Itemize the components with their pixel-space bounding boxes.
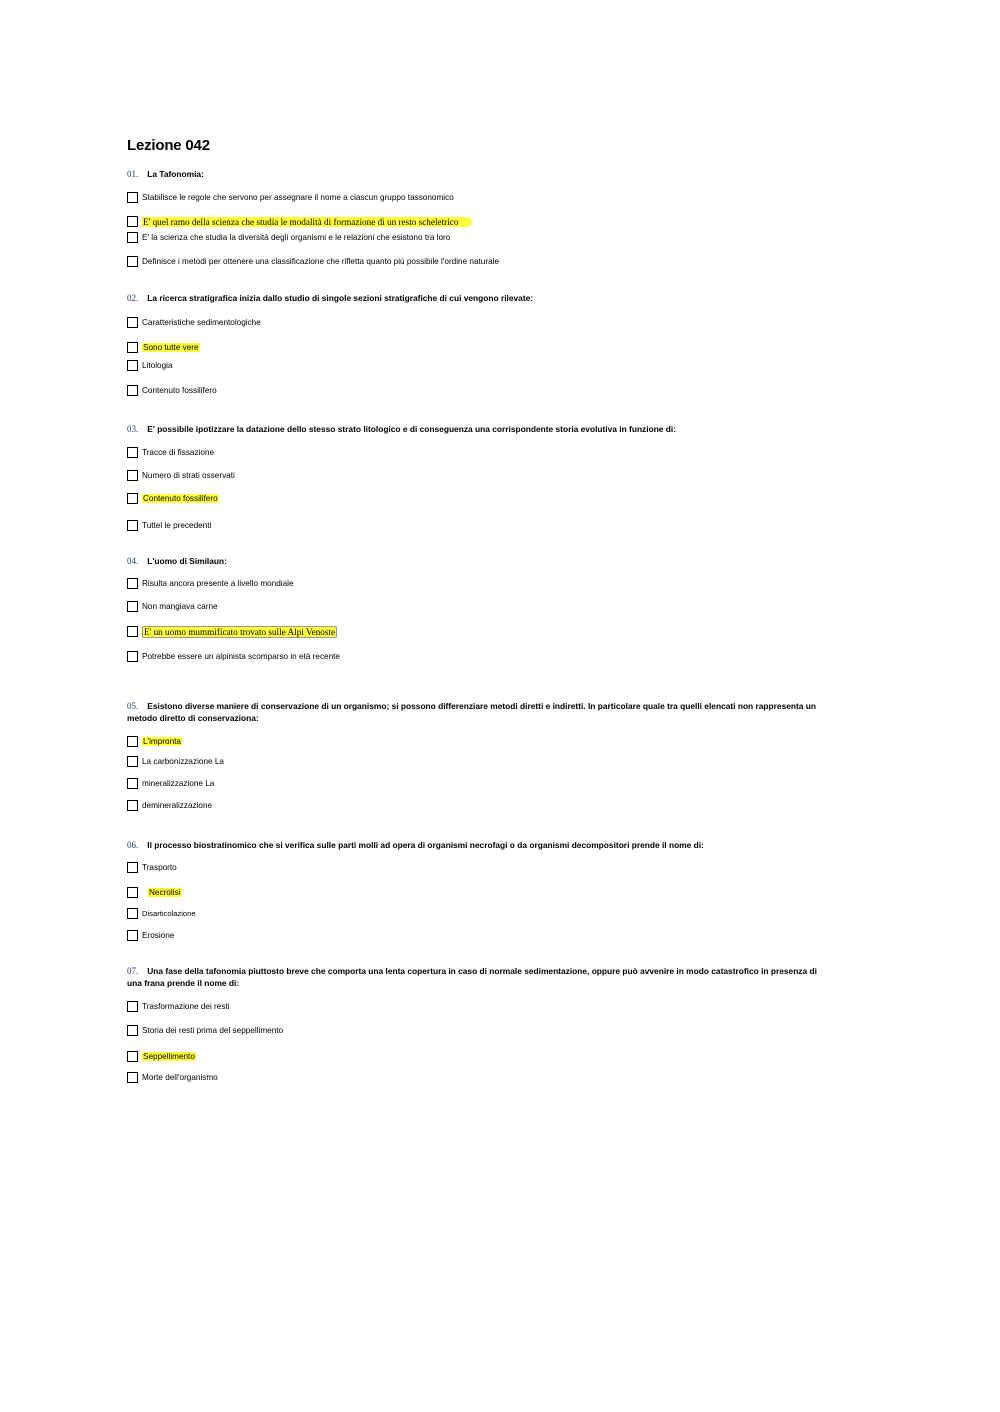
question-number: 04. xyxy=(127,556,139,566)
checkbox[interactable] xyxy=(127,778,138,789)
option-05-c[interactable] xyxy=(127,777,214,790)
option-label: Stabilisce le regole che servono per assegnare il nome a ciascun gruppo tassonomico xyxy=(142,193,454,202)
checkbox[interactable] xyxy=(127,385,138,396)
option-label: Storia dei resti prima del seppellimento xyxy=(142,1026,284,1035)
question-number: 07. xyxy=(127,966,139,976)
checkbox[interactable] xyxy=(127,1051,138,1062)
checkbox[interactable] xyxy=(127,470,138,481)
question-02 xyxy=(127,292,817,304)
checkbox[interactable] xyxy=(127,651,138,662)
option-07-d[interactable] xyxy=(127,1071,218,1084)
checkbox[interactable] xyxy=(127,520,138,531)
checkbox[interactable] xyxy=(127,1001,138,1012)
option-label: E' la scienza che studia la diversità degli organismi e le relazioni che esistono tra loro xyxy=(142,233,451,242)
option-label: Caratteristiche sedimentologiche xyxy=(142,318,261,327)
option-01-c[interactable] xyxy=(127,231,450,244)
option-label: La carbonizzazione La xyxy=(142,757,224,766)
checkbox[interactable] xyxy=(127,1025,138,1036)
question-01 xyxy=(127,168,817,180)
checkbox[interactable] xyxy=(127,447,138,458)
option-label: Non mangiava carne xyxy=(142,602,218,611)
question-06 xyxy=(127,839,817,851)
question-text: La ricerca stratigrafica inizia dallo studio di singole sezioni stratigrafiche di cui vengono rilevate: xyxy=(147,293,534,303)
checkbox[interactable] xyxy=(127,256,138,267)
question-number: 02. xyxy=(127,293,139,303)
option-label: Morte dell'organismo xyxy=(142,1073,218,1082)
option-07-c[interactable] xyxy=(127,1050,196,1063)
option-label: Tuttel le precedenti xyxy=(142,521,212,530)
option-07-a[interactable] xyxy=(127,1000,230,1013)
option-03-a[interactable] xyxy=(127,446,214,459)
option-01-d[interactable] xyxy=(127,255,499,268)
question-number: 03. xyxy=(127,424,139,434)
question-text: Una fase della tafonomia piuttosto breve che comporta una lenta copertura in caso di normale sedimentazione, oppure può avvenire in modo catastrofico in presenza di una frana prende il nome di: xyxy=(127,966,817,988)
option-04-a[interactable] xyxy=(127,577,294,590)
checkbox[interactable] xyxy=(127,930,138,941)
checkbox[interactable] xyxy=(127,1072,138,1083)
option-04-d[interactable] xyxy=(127,650,340,663)
option-06-c[interactable] xyxy=(127,907,196,920)
checkbox[interactable] xyxy=(127,800,138,811)
option-label: Risulta ancora presente a livello mondiale xyxy=(142,579,294,588)
checkbox[interactable] xyxy=(127,756,138,767)
option-label: Tracce di fissazione xyxy=(142,448,215,457)
question-text: L'uomo di Similaun: xyxy=(147,556,227,566)
checkbox[interactable] xyxy=(127,908,138,919)
checkbox[interactable] xyxy=(127,216,138,227)
question-07 xyxy=(127,965,817,989)
option-label: Trasporto xyxy=(142,863,177,872)
question-number: 01. xyxy=(127,169,139,179)
option-label: L'impronta xyxy=(143,737,181,746)
option-02-a[interactable] xyxy=(127,316,261,329)
option-05-d[interactable] xyxy=(127,799,212,812)
option-label: Numero di strati osservati xyxy=(142,471,235,480)
checkbox[interactable] xyxy=(127,578,138,589)
option-04-c[interactable] xyxy=(127,625,337,638)
option-label: Necrolisi xyxy=(149,888,181,897)
checkbox[interactable] xyxy=(127,626,138,637)
option-label: Sono tutte vere xyxy=(143,343,199,352)
option-03-d[interactable] xyxy=(127,519,211,532)
option-06-a[interactable] xyxy=(127,861,177,874)
question-text: La Tafonomia: xyxy=(147,169,204,179)
checkbox[interactable] xyxy=(127,192,138,203)
option-label: Contenuto fossilifero xyxy=(142,386,217,395)
option-01-a[interactable] xyxy=(127,191,454,204)
option-03-c[interactable] xyxy=(127,492,219,505)
option-label: E' un uomo mummificato trovato sulle Alpi Venoste xyxy=(144,626,336,637)
option-02-d[interactable] xyxy=(127,384,217,397)
question-04 xyxy=(127,555,817,567)
option-label: mineralizzazione La xyxy=(142,779,215,788)
option-02-c[interactable] xyxy=(127,359,173,372)
checkbox[interactable] xyxy=(127,317,138,328)
question-number: 06. xyxy=(127,840,139,850)
option-04-b[interactable] xyxy=(127,600,218,613)
option-01-b[interactable] xyxy=(127,215,472,228)
checkbox[interactable] xyxy=(127,493,138,504)
option-label: Disarticolazione xyxy=(142,909,196,918)
checkbox[interactable] xyxy=(127,232,138,243)
option-06-b[interactable] xyxy=(127,886,182,899)
page-title: Lezione 042 xyxy=(127,137,210,154)
option-label: Trasformazione dei resti xyxy=(142,1002,230,1011)
option-label: Definisce i metodi per ottenere una classificazione che rifletta quanto più possibile l'ordine naturale xyxy=(142,257,500,266)
question-number: 05. xyxy=(127,701,139,711)
checkbox[interactable] xyxy=(127,601,138,612)
checkbox[interactable] xyxy=(127,887,138,898)
question-text: Esistono diverse maniere di conservazione di un organismo; si possono differenziare metodi diretti e indiretti. In particolare quale tra quelli elencati non rappresenta un metodo diretto di conservaziona: xyxy=(127,701,817,723)
option-05-b[interactable] xyxy=(127,755,224,768)
checkbox[interactable] xyxy=(127,862,138,873)
checkbox[interactable] xyxy=(127,342,138,353)
option-label: demineralizzazione xyxy=(142,801,213,810)
checkbox[interactable] xyxy=(127,736,138,747)
option-label: Seppellimento xyxy=(143,1052,195,1061)
question-03 xyxy=(127,423,817,435)
question-text: Il processo biostratinomico che si verifica sulle parti molli ad opera di organismi necrofagi o da organismi decompositori prende il nome di: xyxy=(147,840,704,850)
option-label: E' quel ramo della scienza che studia le modalità di formazione di un resto scheletrico xyxy=(142,217,472,227)
option-06-d[interactable] xyxy=(127,929,174,942)
option-02-b[interactable] xyxy=(127,341,200,354)
option-label: Contenuto fossilifero xyxy=(143,494,218,503)
option-03-b[interactable] xyxy=(127,469,235,482)
option-05-a[interactable] xyxy=(127,735,182,748)
question-05 xyxy=(127,700,817,724)
option-label: Erosione xyxy=(142,931,175,940)
option-label: Litologia xyxy=(142,361,173,370)
option-07-b[interactable] xyxy=(127,1024,283,1037)
checkbox[interactable] xyxy=(127,360,138,371)
question-text: E' possibile ipotizzare la datazione dello stesso strato litologico e di conseguenza una corrispondente storia evolutiva in funzione di: xyxy=(147,424,677,434)
option-label: Potrebbe essere un alpinista scomparso in età recente xyxy=(142,652,340,661)
